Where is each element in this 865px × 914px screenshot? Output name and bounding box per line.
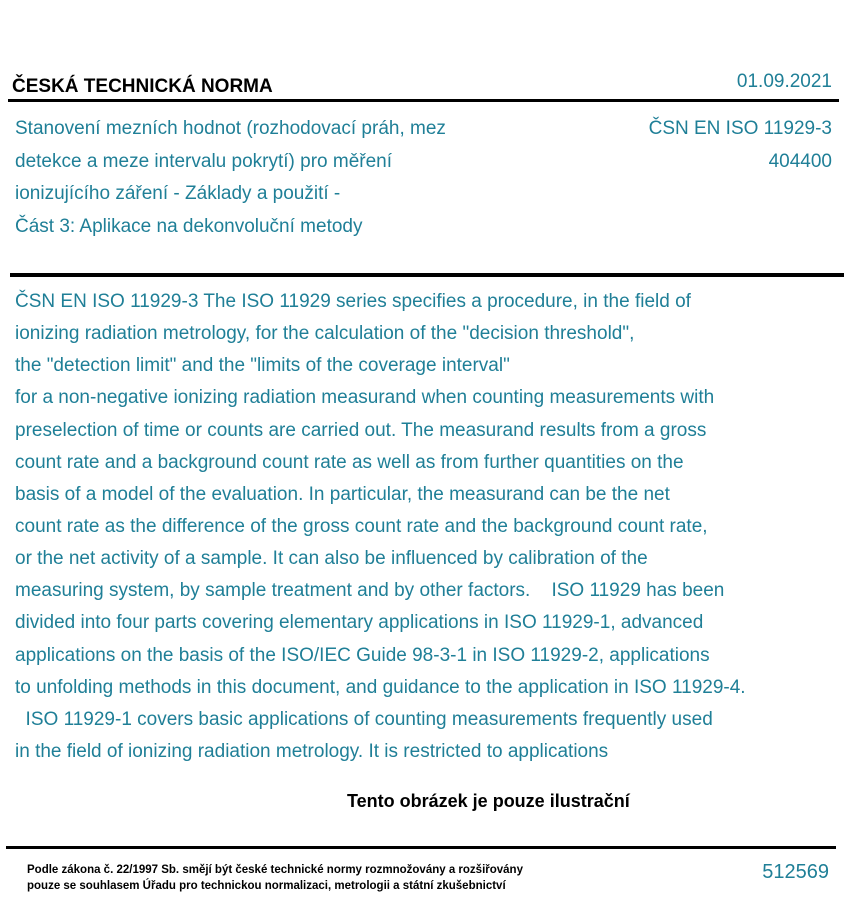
standard-title-line: Část 3: Aplikace na dekonvoluční metody bbox=[15, 215, 363, 237]
abstract-line: count rate as the difference of the gross count rate and the background count rate, bbox=[15, 515, 708, 537]
document-number: 512569 bbox=[762, 861, 829, 883]
abstract-line: ČSN EN ISO 11929-3 The ISO 11929 series specifies a procedure, in the field of bbox=[15, 291, 691, 312]
standard-title bbox=[15, 113, 535, 243]
abstract-line: divided into four parts covering elementary applications in ISO 11929-1, advanced bbox=[15, 612, 704, 634]
standard-title-line: Stanovení mezních hodnot (rozhodovací práh, mez bbox=[15, 118, 446, 139]
document-type-heading: ČESKÁ TECHNICKÁ NORMA bbox=[12, 76, 273, 97]
abstract-line: in the field of ionizing radiation metrology. It is restricted to applications bbox=[15, 740, 609, 762]
abstract-line: for a non-negative ionizing radiation measurand when counting measurements with bbox=[15, 387, 715, 409]
abstract-line: measuring system, by sample treatment and by other factors. ISO 11929 has been bbox=[15, 580, 725, 602]
legal-line: Podle zákona č. 22/1997 Sb. smějí být české technické normy rozmnožovány a rozšiřovány bbox=[27, 864, 523, 876]
class-number: 404400 bbox=[768, 150, 832, 172]
abstract-line: preselection of time or counts are carried out. The measurand results from a gross bbox=[15, 419, 707, 441]
top-divider bbox=[8, 99, 839, 102]
abstract-line: or the net activity of a sample. It can also be influenced by calibration of the bbox=[15, 548, 648, 570]
publication-date: 01.09.2021 bbox=[736, 71, 832, 92]
illustration-note: Tento obrázek je pouze ilustrační bbox=[347, 791, 630, 811]
abstract-line: applications on the basis of the ISO/IEC Guide 98-3-1 in ISO 11929-2, applications bbox=[15, 644, 710, 666]
standard-identifiers bbox=[649, 113, 832, 178]
abstract-line: ISO 11929-1 covers basic applications of counting measurements frequently used bbox=[15, 708, 713, 730]
abstract-text bbox=[15, 286, 850, 768]
middle-divider bbox=[10, 273, 844, 277]
abstract-line: ionizing radiation metrology, for the calculation of the "decision threshold", bbox=[15, 323, 635, 345]
standard-code: ČSN EN ISO 11929-3 bbox=[648, 118, 832, 139]
abstract-line: count rate and a background count rate as well as from further quantities on the bbox=[15, 451, 684, 473]
abstract-line: basis of a model of the evaluation. In particular, the measurand can be the net bbox=[15, 483, 670, 505]
abstract-line: to unfolding methods in this document, and guidance to the application in ISO 11929-4. bbox=[15, 676, 746, 698]
abstract-line: the "detection limit" and the "limits of the coverage interval" bbox=[15, 355, 510, 377]
bottom-divider bbox=[6, 846, 836, 849]
legal-line: pouze se souhlasem Úřadu pro technickou normalizaci, metrologii a státní zkušebnictví bbox=[27, 880, 506, 892]
standard-title-line: ionizujícího záření - Základy a použití - bbox=[15, 183, 341, 204]
legal-notice bbox=[27, 862, 523, 894]
standard-title-line: detekce a meze intervalu pokrytí) pro měření bbox=[15, 150, 393, 172]
